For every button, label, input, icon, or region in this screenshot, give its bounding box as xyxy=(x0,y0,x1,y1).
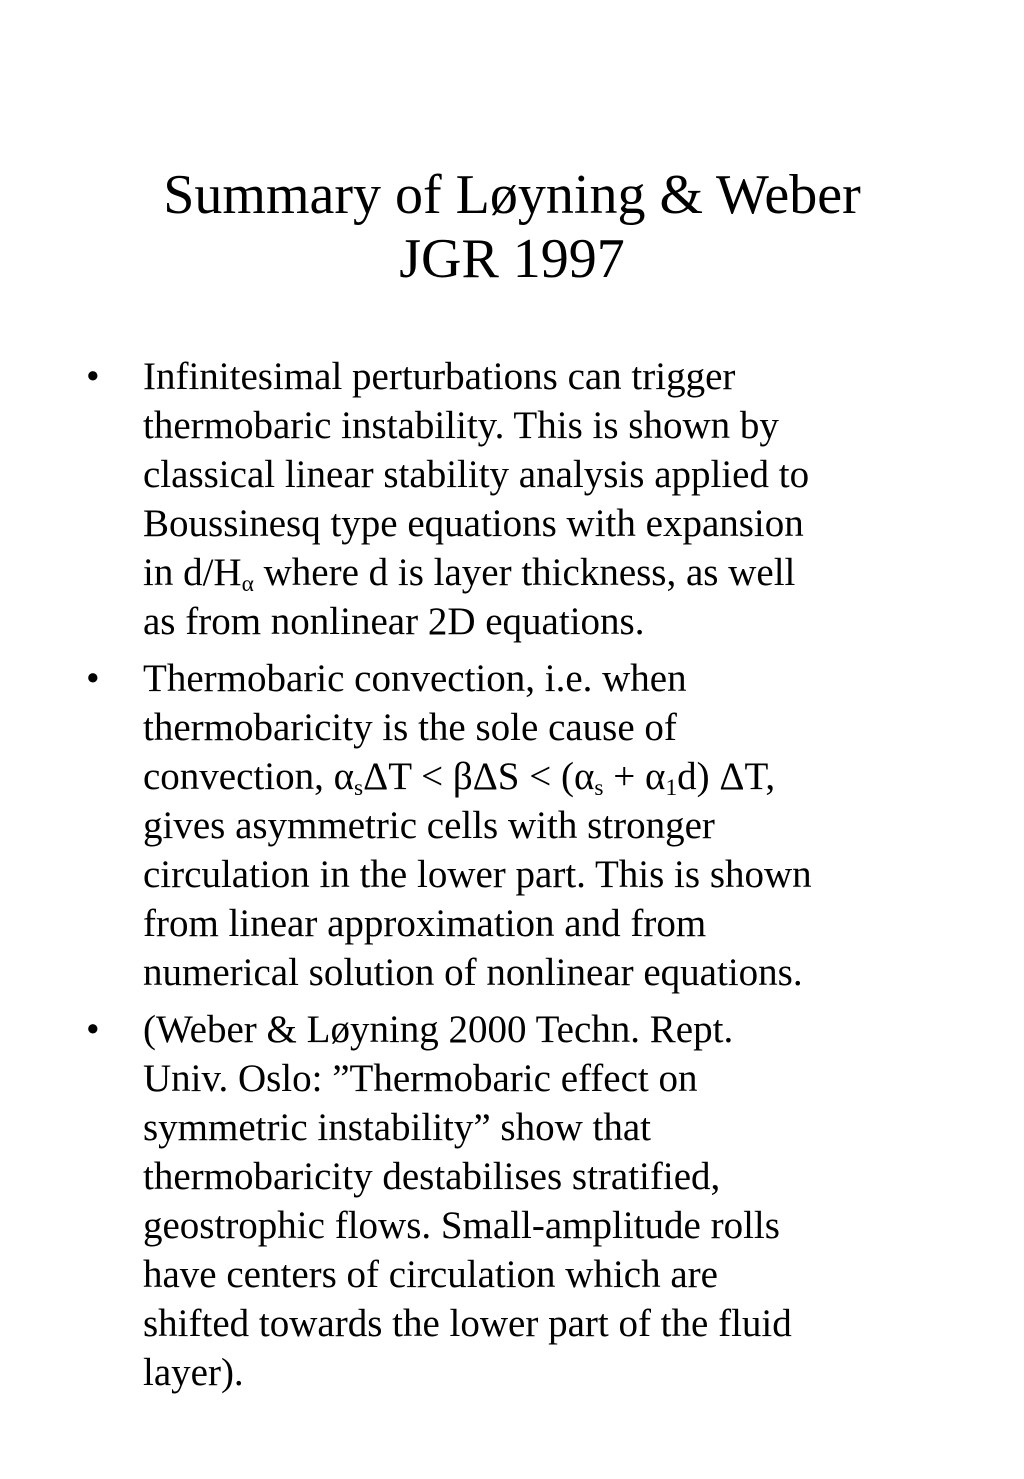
text-line xyxy=(143,752,984,801)
text-line: classical linear stability analysis applied to xyxy=(143,453,810,496)
subscript: 1 xyxy=(665,774,678,801)
bullet-item xyxy=(0,1005,1024,1397)
text-line: geostrophic flows. Small-amplitude rolls xyxy=(143,1204,780,1247)
text-line: circulation in the lower part. This is shown xyxy=(143,853,812,896)
text-line: Thermobaric convection, i.e. when xyxy=(143,657,687,700)
bullet-item xyxy=(0,352,1024,646)
text-run: ΔT < βΔS < (α xyxy=(363,755,595,798)
bullet-item xyxy=(0,654,1024,997)
text-line: symmetric instability” show that xyxy=(143,1106,652,1149)
subscript: s xyxy=(354,774,364,801)
bullet-list xyxy=(0,352,1024,1405)
text-line: shifted towards the lower part of the fluid xyxy=(143,1302,792,1345)
text-line: thermobaricity destabilises stratified, xyxy=(143,1155,721,1198)
text-line: layer). xyxy=(143,1351,244,1394)
subscript: s xyxy=(594,774,604,801)
text-line: thermobaricity is the sole cause of xyxy=(143,706,677,749)
text-line: thermobaric instability. This is shown by xyxy=(143,404,779,447)
text-run: where d is layer thickness, as well xyxy=(253,551,796,594)
text-line: Infinitesimal perturbations can trigger xyxy=(143,355,736,398)
text-line: Boussinesq type equations with expansion xyxy=(143,502,804,545)
text-line: gives asymmetric cells with stronger xyxy=(143,804,715,847)
slide-title xyxy=(0,163,1024,291)
text-line: numerical solution of nonlinear equations. xyxy=(143,951,803,994)
text-line: as from nonlinear 2D equations. xyxy=(143,600,645,643)
text-run: d) ΔT, xyxy=(677,755,776,798)
text-run: convection, α xyxy=(143,755,355,798)
text-run: + α xyxy=(603,755,666,798)
text-line: (Weber & Løyning 2000 Techn. Rept. xyxy=(143,1008,734,1051)
bullet-marker: • xyxy=(86,355,100,398)
title-line: JGR 1997 xyxy=(399,228,625,290)
text-line xyxy=(143,548,984,597)
subscript: α xyxy=(241,570,254,597)
text-line: have centers of circulation which are xyxy=(143,1253,718,1296)
text-line: from linear approximation and from xyxy=(143,902,707,945)
title-line: Summary of Løyning & Weber xyxy=(163,164,861,226)
bullet-marker: • xyxy=(86,657,100,700)
text-run: in d/H xyxy=(143,551,242,594)
bullet-marker: • xyxy=(86,1008,100,1051)
text-line: Univ. Oslo: ”Thermobaric effect on xyxy=(143,1057,698,1100)
